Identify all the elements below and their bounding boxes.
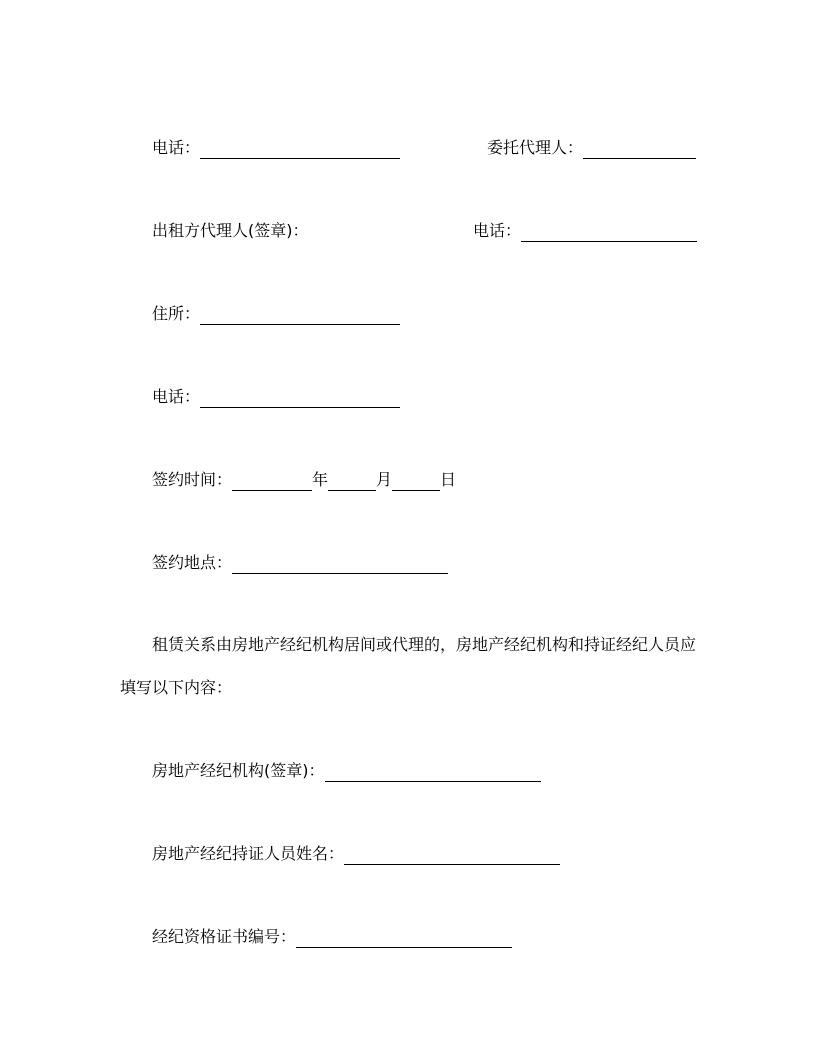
sign-place-label: 签约地点：	[152, 553, 233, 572]
phone-label: 电话：	[152, 138, 201, 157]
year-field[interactable]	[232, 472, 312, 491]
agency-row	[152, 760, 541, 782]
agency-label: 房地产经纪机构(签章)：	[152, 761, 325, 780]
phone-field[interactable]	[200, 389, 400, 408]
broker-name-row	[152, 843, 560, 865]
agency-field[interactable]	[325, 763, 541, 782]
phone-row-2	[473, 220, 697, 242]
lessor-agent-label: 出租方代理人(签章)：	[152, 221, 309, 240]
phone-field[interactable]	[521, 223, 697, 242]
address-row	[152, 303, 400, 325]
entrusted-agent-label: 委托代理人：	[487, 138, 584, 157]
address-field[interactable]	[200, 306, 400, 325]
agency-instruction-paragraph	[120, 623, 700, 709]
entrusted-agent-row	[487, 137, 696, 159]
month-field[interactable]	[328, 472, 376, 491]
broker-name-field[interactable]	[344, 846, 560, 865]
cert-number-label: 经纪资格证书编号：	[152, 927, 297, 946]
day-field[interactable]	[392, 472, 440, 491]
day-label: 日	[440, 470, 457, 489]
sign-time-label: 签约时间：	[152, 470, 233, 489]
phone-row-4	[152, 386, 400, 408]
year-label: 年	[312, 470, 329, 489]
phone-row-1	[152, 137, 400, 159]
cert-number-row	[152, 926, 512, 948]
phone-label: 电话：	[152, 387, 201, 406]
address-label: 住所：	[152, 304, 201, 323]
phone-field[interactable]	[200, 140, 400, 159]
month-label: 月	[376, 470, 393, 489]
sign-place-row	[152, 552, 448, 574]
entrusted-agent-field[interactable]	[583, 140, 696, 159]
phone-label: 电话：	[473, 221, 522, 240]
paragraph-line-1: 租赁关系由房地产经纪机构居间或代理的，房地产经纪机构和持证经纪人员应	[152, 635, 697, 654]
cert-number-field[interactable]	[296, 929, 512, 948]
paragraph-line-2: 填写以下内容：	[120, 678, 233, 697]
sign-place-field[interactable]	[232, 555, 448, 574]
lessor-agent-row	[152, 220, 309, 242]
broker-name-label: 房地产经纪持证人员姓名：	[152, 844, 345, 863]
sign-time-row	[152, 469, 456, 491]
